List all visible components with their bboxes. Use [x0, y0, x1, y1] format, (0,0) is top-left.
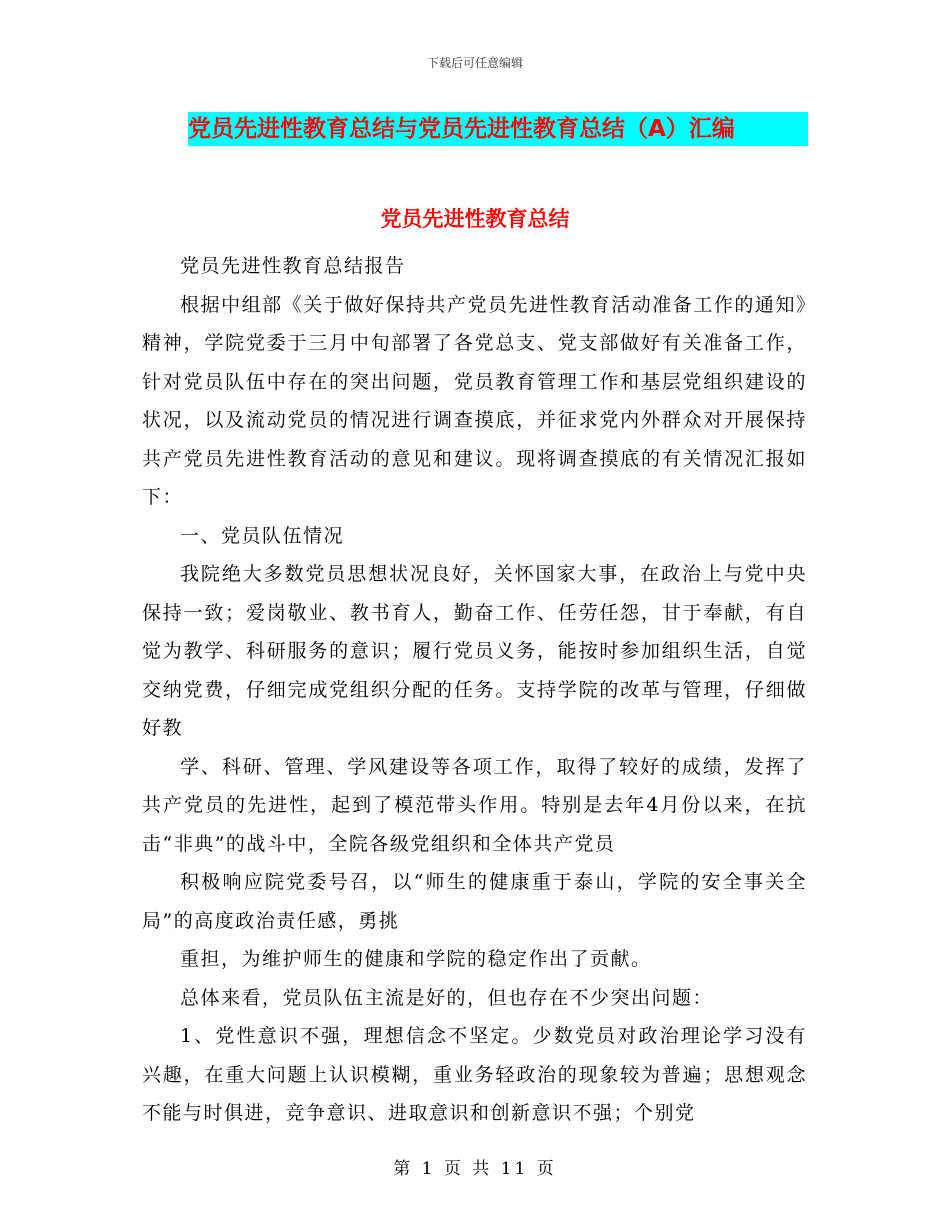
paragraph-report-title: 党员先进性教育总结报告 [180, 255, 406, 277]
paragraph-sars-response: 积极响应院党委号召，以“师生的健康重于泰山，学院的安全事关全局”的高度政治责任感，勇挑 [142, 871, 807, 932]
page-header-note: 下载后可任意编辑 [426, 56, 523, 70]
section-title: 党员先进性教育总结 [380, 207, 570, 231]
paragraph-intro: 根据中组部《关于做好保持共产党员先进性教育活动准备工作的通知》精神，学院党委于三月中旬部署了各党总支、党支部做好有关准备工作，针对党员队伍中存在的突出问题，党员教育管理工作和基层党组织建设的状况，以及流动党员的情况进行调查摸底，并征求党内外群众对开展保持共产党员先进性教育活动的意见和建议。现将调查摸底的有关情况汇报如下： [142, 293, 807, 508]
document-title-container [188, 112, 808, 146]
paragraph-issue-1: 1、党性意识不强，理想信念不坚定。少数党员对政治理论学习没有兴趣，在重大问题上认识模糊，重业务轻政治的现象较为普遍；思想观念不能与时俱进，竞争意识、进取意识和创新意识不强；个别党 [142, 1025, 807, 1124]
paragraph-contribution: 重担，为维护师生的健康和学院的稳定作出了贡献。 [180, 948, 652, 970]
paragraph-achievements: 学、科研、管理、学风建设等各项工作，取得了较好的成绩，发挥了共产党员的先进性，起到了模范带头作用。特别是去年4月份以来，在抗击“非典”的战斗中，全院各级党组织和全体共产党员 [142, 755, 807, 855]
paragraph-heading-team-status: 一、党员队伍情况 [180, 524, 345, 547]
page-number-footer: 第 1 页 共 11 页 [393, 1159, 557, 1179]
document-title: 党员先进性教育总结与党员先进性教育总结（A）汇编 [188, 112, 808, 146]
paragraph-team-overview: 我院绝大多数党员思想状况良好，关怀国家大事，在政治上与党中央保持一致；爱岗敬业、教书育人，勤奋工作、任劳任怨，甘于奉献，有自觉为教学、科研服务的意识；履行党员义务，能按时参加组织生活，自觉交纳党费，仔细完成党组织分配的任务。支持学院的改革与管理，仔细做好教 [142, 563, 807, 739]
paragraph-summary: 总体来看，党员队伍主流是好的，但也存在不少突出问题： [180, 986, 714, 1009]
document-body [142, 247, 807, 1133]
